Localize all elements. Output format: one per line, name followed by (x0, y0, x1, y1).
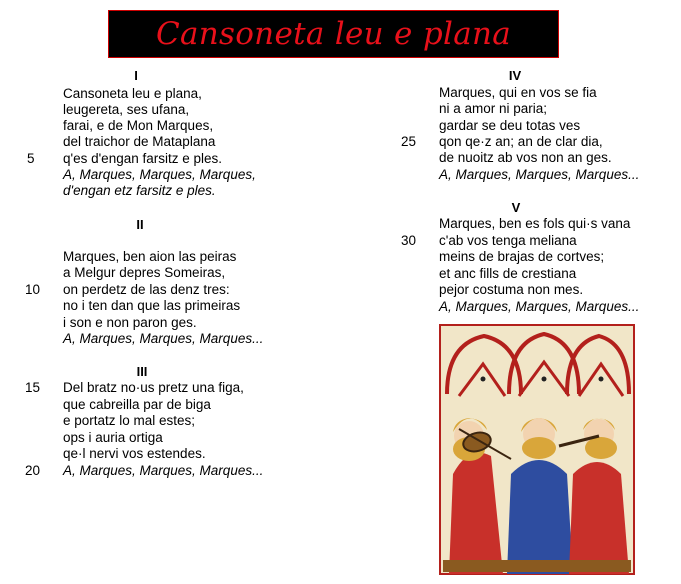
stanza-number: IV (508, 68, 522, 83)
line-number: 15 (25, 380, 41, 395)
verse-line: del traichor de Mataplana (63, 134, 216, 149)
verse-line: i son e non paron ges. (63, 315, 197, 330)
verse-line: Marques, ben aion las peiras (63, 249, 237, 264)
title-banner (108, 10, 559, 58)
verse-line: qon qe·z an; an de clar dia, (439, 134, 603, 149)
verse-line: farai, e de Mon Marques, (63, 118, 214, 133)
verse-line: leugereta, ses ufana, (63, 102, 190, 117)
line-number: 30 (401, 233, 417, 248)
line-number: 10 (25, 282, 41, 297)
verse-line: e portatz lo mal estes; (63, 413, 196, 428)
verse-line: on perdetz de las denz tres: (63, 282, 230, 297)
refrain-line: A, Marques, Marques, Marques... (63, 331, 264, 346)
verse-line: Marques, ben es fols qui·s vana (439, 216, 631, 231)
refrain-line: A, Marques, Marques, Marques... (439, 167, 640, 182)
verse-line: et anc fills de crestiana (439, 266, 577, 281)
line-number: 20 (25, 463, 41, 478)
stanza-number: I (134, 68, 138, 83)
verse-line: ops i auria ortiga (63, 430, 163, 445)
verse-line: qe·l nervi vos estendes. (63, 446, 206, 461)
refrain-line: d'engan etz farsitz e ples. (63, 183, 216, 198)
verse-line: de nuoitz ab vos non an ges. (439, 150, 612, 165)
line-number: 5 (27, 151, 35, 166)
verse-line: pejor costuma non mes. (439, 282, 584, 297)
verse-line: c'ab vos tenga meliana (439, 233, 577, 248)
refrain-line: A, Marques, Marques, Marques... (439, 299, 640, 314)
stanza-number: II (136, 217, 144, 232)
page-title: Cansoneta leu e plana (155, 16, 512, 52)
refrain-line: A, Marques, Marques, Marques... (63, 463, 264, 478)
stanza-number: III (136, 364, 148, 379)
verse-line: Marques, qui en vos se fia (439, 85, 597, 100)
verse-line: Del bratz no·us pretz una figa, (63, 380, 244, 395)
verse-line: q'es d'engan farsitz e ples. (63, 151, 223, 166)
verse-line: que cabreilla par de biga (63, 397, 211, 412)
verse-line: no i ten dan que las primeiras (63, 298, 241, 313)
verse-line: ni a amor ni paria; (439, 101, 548, 116)
refrain-line: A, Marques, Marques, Marques, (63, 167, 256, 182)
verse-line: a Melgur depres Someiras, (63, 265, 226, 280)
verse-line: gardar se deu totas ves (439, 118, 581, 133)
stanza-number: V (511, 200, 521, 215)
verse-line: meins de brajas de cortves; (439, 249, 605, 264)
medieval-musicians-miniature-icon (439, 324, 635, 575)
verse-line: Cansoneta leu e plana, (63, 86, 202, 101)
line-number: 25 (401, 134, 417, 149)
